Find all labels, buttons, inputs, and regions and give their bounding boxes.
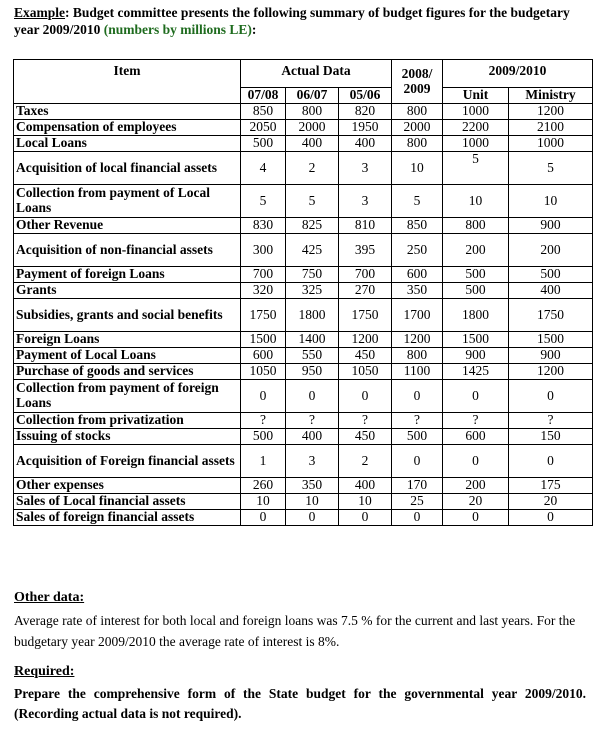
row-item-label: Other expenses [14,478,241,494]
row-value-cell: 5 [509,152,593,185]
row-value-cell: 150 [509,429,593,445]
row-value-cell: 700 [241,267,286,283]
row-value-cell: 0 [286,380,339,413]
header-ministry: Ministry [509,88,593,104]
row-value-cell: 200 [443,234,509,267]
budget-table [13,59,593,526]
row-value-cell: 2100 [509,120,593,136]
row-value-cell: 0 [509,445,593,478]
row-value-cell: 2200 [443,120,509,136]
row-value-cell: 1200 [509,364,593,380]
row-value-cell: 450 [339,429,392,445]
row-value-cell: 175 [509,478,593,494]
row-value-cell: 1200 [509,104,593,120]
row-value-cell: 700 [339,267,392,283]
required-text: Prepare the comprehensive form of the State budget for the governmental year 2009/2010. (Recording actual data is not required). [14,686,586,721]
row-value-cell: 1750 [339,299,392,332]
row-value-cell: 1100 [392,364,443,380]
row-value-cell: 800 [392,348,443,364]
row-value-cell: 500 [509,267,593,283]
header-item: Item [14,60,241,104]
row-value-cell: 5 [443,152,509,185]
row-value-cell: 900 [509,218,593,234]
row-value-cell: 500 [241,429,286,445]
row-value-cell: 600 [241,348,286,364]
other-data-text: Average rate of interest for both local and foreign loans was 7.5 % for the current and last years. For the budgetary year 2009/2010 the average rate of interest is 8%. [14,613,576,649]
row-value-cell: 0 [392,380,443,413]
row-value-cell: 1000 [443,136,509,152]
row-value-cell: 400 [339,478,392,494]
table-row [14,267,593,283]
row-value-cell: 1050 [241,364,286,380]
table-row [14,478,593,494]
row-value-cell: 0 [509,510,593,526]
row-value-cell: 1500 [241,332,286,348]
row-value-cell: 10 [509,185,593,218]
table-row [14,234,593,267]
row-value-cell: 400 [509,283,593,299]
row-value-cell: 1700 [392,299,443,332]
row-value-cell: 1750 [241,299,286,332]
table-row [14,218,593,234]
row-value-cell: 0 [392,445,443,478]
table-row [14,494,593,510]
row-value-cell: ? [443,413,509,429]
row-value-cell: 1500 [443,332,509,348]
row-value-cell: 1050 [339,364,392,380]
row-value-cell: 3 [286,445,339,478]
row-value-cell: 1425 [443,364,509,380]
row-value-cell: 450 [339,348,392,364]
row-value-cell: 900 [443,348,509,364]
row-value-cell: 20 [509,494,593,510]
row-value-cell: 20 [443,494,509,510]
header-2008-2009: 2008/ 2009 [392,60,443,104]
table-row [14,364,593,380]
row-value-cell: 1000 [509,136,593,152]
row-value-cell: 830 [241,218,286,234]
row-item-label: Payment of foreign Loans [14,267,241,283]
row-value-cell: 25 [392,494,443,510]
header-06-07: 06/07 [286,88,339,104]
row-value-cell: 10 [443,185,509,218]
row-item-label: Sales of Local financial assets [14,494,241,510]
table-row [14,429,593,445]
row-value-cell: 425 [286,234,339,267]
row-item-label: Subsidies, grants and social benefits [14,299,241,332]
row-value-cell: 500 [241,136,286,152]
row-value-cell: 0 [392,510,443,526]
row-value-cell: 325 [286,283,339,299]
row-value-cell: 820 [339,104,392,120]
row-value-cell: 10 [392,152,443,185]
other-data-title: Other data: [14,590,85,605]
row-value-cell: 0 [286,510,339,526]
table-row [14,380,593,413]
row-value-cell: ? [241,413,286,429]
row-value-cell: 250 [392,234,443,267]
row-value-cell: 810 [339,218,392,234]
row-value-cell: 400 [339,136,392,152]
row-value-cell: 500 [443,267,509,283]
units-note: (numbers by millions LE) [103,22,252,37]
row-value-cell: 2 [339,445,392,478]
header-2009-2010: 2009/2010 [443,60,593,88]
row-value-cell: 1000 [443,104,509,120]
row-value-cell: 3 [339,152,392,185]
row-item-label: Collection from payment of foreign Loans [14,380,241,413]
row-value-cell: 2000 [392,120,443,136]
row-value-cell: 10 [286,494,339,510]
row-value-cell: 0 [443,445,509,478]
row-item-label: Payment of Local Loans [14,348,241,364]
row-value-cell: 320 [241,283,286,299]
table-row [14,283,593,299]
row-value-cell: 750 [286,267,339,283]
row-value-cell: 600 [443,429,509,445]
row-value-cell: 1750 [509,299,593,332]
row-value-cell: 5 [241,185,286,218]
row-value-cell: 300 [241,234,286,267]
row-item-label: Acquisition of non-financial assets [14,234,241,267]
row-value-cell: 1500 [509,332,593,348]
table-row [14,104,593,120]
row-item-label: Foreign Loans [14,332,241,348]
row-value-cell: 900 [509,348,593,364]
row-value-cell: 0 [241,510,286,526]
row-value-cell: ? [339,413,392,429]
row-value-cell: 0 [241,380,286,413]
table-row [14,413,593,429]
row-value-cell: 800 [392,104,443,120]
row-value-cell: 2000 [286,120,339,136]
table-row [14,510,593,526]
row-item-label: Sales of foreign financial assets [14,510,241,526]
row-value-cell: 10 [241,494,286,510]
row-item-label: Taxes [14,104,241,120]
row-value-cell: 550 [286,348,339,364]
required-title: Required: [14,664,75,679]
header-actual-data: Actual Data [241,60,392,88]
row-value-cell: 0 [509,380,593,413]
table-row [14,136,593,152]
intro-colon: : [251,22,257,37]
header-05-06: 05/06 [339,88,392,104]
row-value-cell: 2050 [241,120,286,136]
row-value-cell: 395 [339,234,392,267]
table-row [14,152,593,185]
row-value-cell: 1200 [339,332,392,348]
table-row [14,332,593,348]
row-value-cell: 1950 [339,120,392,136]
row-value-cell: 5 [286,185,339,218]
row-value-cell: 500 [443,283,509,299]
row-value-cell: 0 [339,510,392,526]
row-item-label: Other Revenue [14,218,241,234]
row-value-cell: ? [286,413,339,429]
row-value-cell: 350 [286,478,339,494]
row-item-label: Purchase of goods and services [14,364,241,380]
row-value-cell: 600 [392,267,443,283]
row-value-cell: 200 [509,234,593,267]
row-value-cell: 800 [443,218,509,234]
row-value-cell: 170 [392,478,443,494]
row-value-cell: 850 [392,218,443,234]
row-value-cell: 4 [241,152,286,185]
row-value-cell: 3 [339,185,392,218]
row-value-cell: 350 [392,283,443,299]
row-value-cell: 270 [339,283,392,299]
row-item-label: Compensation of employees [14,120,241,136]
row-value-cell: 1 [241,445,286,478]
row-value-cell: 0 [339,380,392,413]
row-value-cell: 1800 [286,299,339,332]
row-value-cell: 0 [443,510,509,526]
row-value-cell: 400 [286,429,339,445]
header-unit: Unit [443,88,509,104]
header-07-08: 07/08 [241,88,286,104]
intro-text: : Budget committee presents the following summary of budget figures for the budgetary year 2009/2010 [14,5,570,37]
row-value-cell: 800 [286,104,339,120]
row-item-label: Issuing of stocks [14,429,241,445]
table-row [14,299,593,332]
row-value-cell: 950 [286,364,339,380]
row-value-cell: 5 [392,185,443,218]
table-row [14,120,593,136]
table-row [14,185,593,218]
table-row [14,445,593,478]
row-item-label: Acquisition of Foreign financial assets [14,445,241,478]
example-label: Example [14,5,66,20]
row-value-cell: ? [392,413,443,429]
row-value-cell: 200 [443,478,509,494]
row-value-cell: 10 [339,494,392,510]
row-value-cell: 0 [443,380,509,413]
intro-paragraph [14,4,594,38]
row-value-cell: 1400 [286,332,339,348]
row-item-label: Local Loans [14,136,241,152]
row-value-cell: 1800 [443,299,509,332]
row-value-cell: 800 [392,136,443,152]
row-value-cell: 2 [286,152,339,185]
row-item-label: Acquisition of local financial assets [14,152,241,185]
row-value-cell: 260 [241,478,286,494]
row-value-cell: 1200 [392,332,443,348]
row-item-label: Collection from payment of Local Loans [14,185,241,218]
budget-table-body [14,104,593,526]
row-value-cell: 825 [286,218,339,234]
table-row [14,348,593,364]
row-value-cell: 400 [286,136,339,152]
row-value-cell: 500 [392,429,443,445]
row-value-cell: 850 [241,104,286,120]
row-value-cell: ? [509,413,593,429]
row-item-label: Collection from privatization [14,413,241,429]
row-item-label: Grants [14,283,241,299]
